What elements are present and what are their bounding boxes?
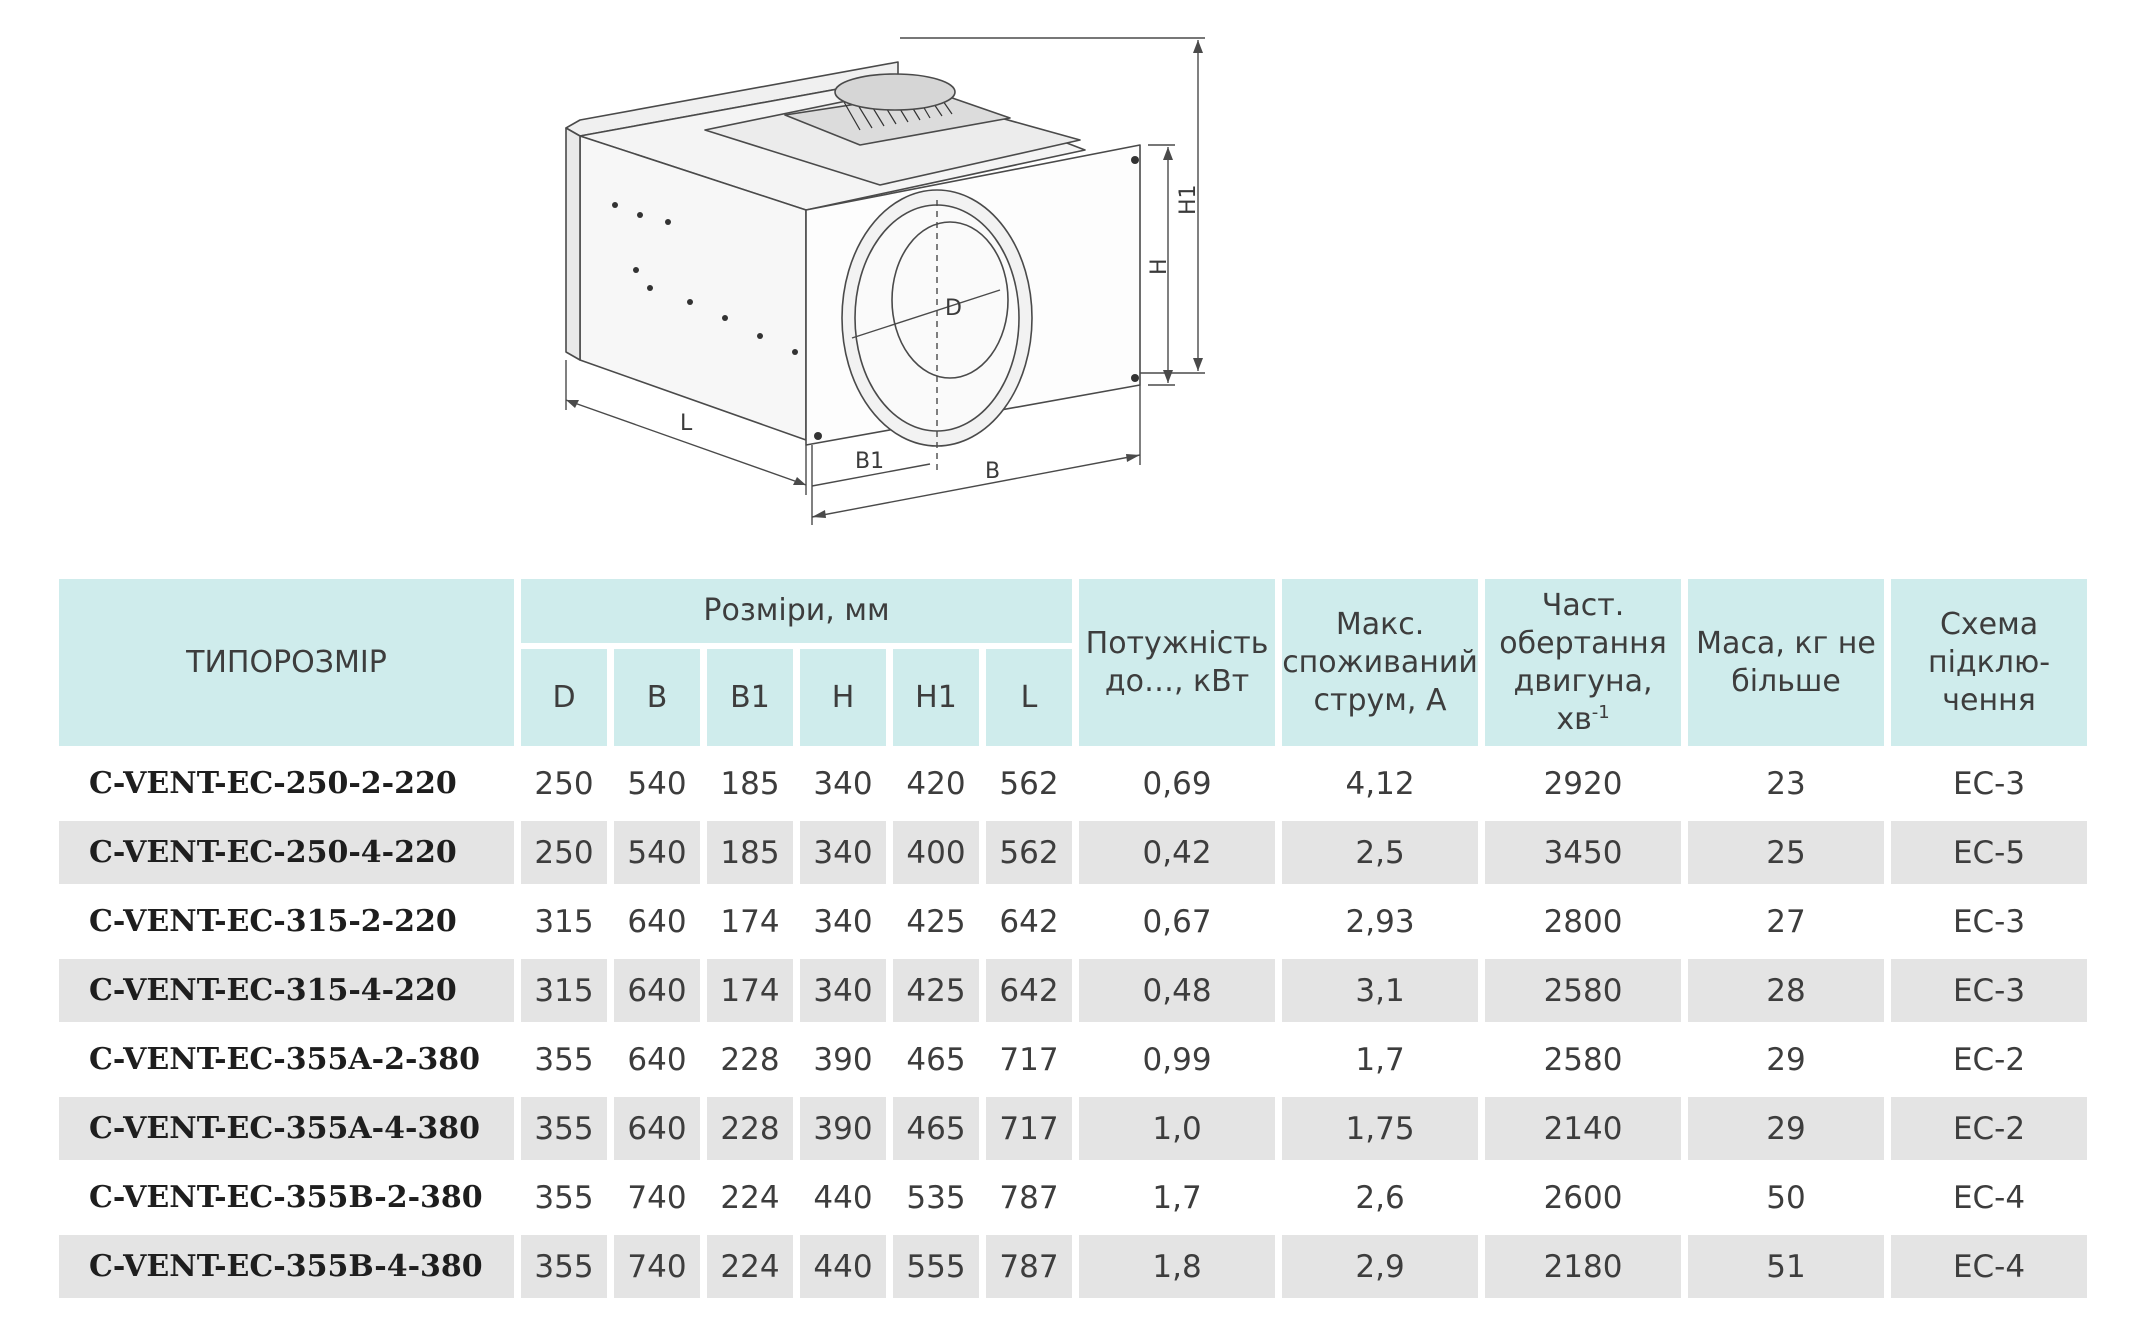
header-current: Макс. споживаний струм, А — [1282, 579, 1478, 746]
cell-h1: 535 — [906, 1179, 966, 1216]
cell-d: 250 — [521, 821, 607, 884]
cell-speed: 2180 — [1485, 1235, 1681, 1298]
cell-current: 1,75 — [1282, 1097, 1478, 1160]
header-L: L — [986, 649, 1072, 746]
cell-speed: 2920 — [1543, 765, 1623, 802]
cell-h: 340 — [800, 821, 886, 884]
cell-current: 4,12 — [1345, 765, 1415, 802]
cell-mass: 25 — [1688, 821, 1884, 884]
cell-h1: 555 — [893, 1235, 979, 1298]
header-power: Потужність до…, кВт — [1079, 579, 1275, 746]
cell-b1: 224 — [720, 1179, 780, 1216]
cell-d: 355 — [521, 1235, 607, 1298]
cell-model: C-VENT-EC-250-4-220 — [59, 821, 514, 884]
cell-scheme: EC-2 — [1952, 1041, 2026, 1078]
cell-scheme: EC-3 — [1952, 903, 2026, 940]
table-row — [59, 821, 2087, 884]
cell-h1: 400 — [893, 821, 979, 884]
cell-model: C-VENT-EC-315-4-220 — [59, 959, 514, 1022]
cell-model: C-VENT-EC-315-2-220 — [89, 904, 457, 939]
cell-h1: 425 — [906, 903, 966, 940]
specification-table — [52, 573, 2094, 1304]
cell-l: 642 — [999, 903, 1059, 940]
cell-scheme: EC-2 — [1891, 1097, 2087, 1160]
cell-b: 740 — [614, 1235, 700, 1298]
cell-model: C-VENT-EC-355B-2-380 — [89, 1180, 483, 1215]
cell-scheme: EC-5 — [1891, 821, 2087, 884]
cell-h: 440 — [800, 1235, 886, 1298]
label-B: B — [985, 459, 1001, 484]
header-model: ТИПОРОЗМІР — [59, 579, 514, 746]
cell-scheme: EC-3 — [1891, 959, 2087, 1022]
cell-h1: 420 — [906, 765, 966, 802]
label-B1: B1 — [855, 449, 885, 474]
cell-h: 440 — [813, 1179, 873, 1216]
cell-current: 1,7 — [1355, 1041, 1405, 1078]
cell-b1: 228 — [707, 1097, 793, 1160]
cell-h: 390 — [800, 1097, 886, 1160]
cell-speed: 2580 — [1543, 1041, 1623, 1078]
cell-current: 2,9 — [1282, 1235, 1478, 1298]
cell-b: 640 — [627, 1041, 687, 1078]
cell-l: 642 — [986, 959, 1072, 1022]
cell-d: 355 — [534, 1041, 594, 1078]
cell-h: 390 — [813, 1041, 873, 1078]
header-H: H — [800, 649, 886, 746]
cell-power: 1,7 — [1152, 1179, 1202, 1216]
cell-current: 2,5 — [1282, 821, 1478, 884]
cell-h: 340 — [800, 959, 886, 1022]
cell-power: 0,67 — [1142, 903, 1212, 940]
cell-h1: 465 — [893, 1097, 979, 1160]
table-body — [59, 752, 2087, 1298]
cell-h1: 425 — [893, 959, 979, 1022]
cell-b: 540 — [614, 821, 700, 884]
table-row — [59, 890, 2087, 953]
cell-scheme: EC-4 — [1952, 1179, 2026, 1216]
cell-l: 562 — [986, 821, 1072, 884]
cell-power: 1,0 — [1079, 1097, 1275, 1160]
cell-speed: 2140 — [1485, 1097, 1681, 1160]
cell-l: 562 — [999, 765, 1059, 802]
cell-b1: 185 — [707, 821, 793, 884]
cell-current: 2,6 — [1355, 1179, 1405, 1216]
table-row — [59, 1235, 2087, 1298]
cell-mass: 28 — [1688, 959, 1884, 1022]
cell-mass: 29 — [1688, 1097, 1884, 1160]
cell-model: C-VENT-EC-355A-2-380 — [89, 1042, 481, 1077]
label-L: L — [680, 411, 693, 436]
cell-power: 1,8 — [1079, 1235, 1275, 1298]
header-H1: H1 — [893, 649, 979, 746]
cell-mass: 29 — [1766, 1041, 1806, 1078]
cell-b1: 174 — [720, 903, 780, 940]
cell-speed: 2580 — [1485, 959, 1681, 1022]
cell-b1: 174 — [707, 959, 793, 1022]
cell-d: 355 — [534, 1179, 594, 1216]
cell-power: 0,69 — [1142, 765, 1212, 802]
cell-b1: 228 — [720, 1041, 780, 1078]
fan-dimension-drawing — [0, 0, 2137, 560]
cell-l: 787 — [999, 1179, 1059, 1216]
table-row — [59, 959, 2087, 1022]
cell-power: 0,48 — [1079, 959, 1275, 1022]
cell-mass: 23 — [1766, 765, 1806, 802]
cell-l: 717 — [999, 1041, 1059, 1078]
cell-b: 640 — [614, 959, 700, 1022]
cell-b: 640 — [627, 903, 687, 940]
cell-d: 250 — [534, 765, 594, 802]
cell-power: 0,42 — [1079, 821, 1275, 884]
label-D: D — [945, 296, 962, 321]
label-H: H — [1147, 258, 1172, 275]
cell-model: C-VENT-EC-355A-4-380 — [59, 1097, 514, 1160]
cell-h1: 465 — [906, 1041, 966, 1078]
cell-model: C-VENT-EC-355B-4-380 — [59, 1235, 514, 1298]
table-row — [59, 1166, 2087, 1229]
header-D: D — [521, 649, 607, 746]
table-row — [59, 1028, 2087, 1091]
cell-b: 540 — [627, 765, 687, 802]
cell-d: 315 — [521, 959, 607, 1022]
cell-b1: 224 — [707, 1235, 793, 1298]
cell-scheme: EC-4 — [1891, 1235, 2087, 1298]
cell-mass: 51 — [1688, 1235, 1884, 1298]
cell-h: 340 — [813, 903, 873, 940]
cell-power: 0,99 — [1142, 1041, 1212, 1078]
cell-b1: 185 — [720, 765, 780, 802]
duct-fan-illustration — [0, 0, 2137, 560]
cell-current: 2,93 — [1345, 903, 1415, 940]
table-row — [59, 752, 2087, 815]
cell-d: 355 — [521, 1097, 607, 1160]
cell-b: 640 — [614, 1097, 700, 1160]
cell-speed: 3450 — [1485, 821, 1681, 884]
header-B1: B1 — [707, 649, 793, 746]
cell-scheme: EC-3 — [1952, 765, 2026, 802]
cell-speed: 2600 — [1543, 1179, 1623, 1216]
cell-b: 740 — [627, 1179, 687, 1216]
cell-l: 787 — [986, 1235, 1072, 1298]
header-B: B — [614, 649, 700, 746]
cell-current: 3,1 — [1282, 959, 1478, 1022]
header-mass: Маса, кг не більше — [1688, 579, 1884, 746]
label-H1: H1 — [1176, 184, 1201, 215]
cell-model: C-VENT-EC-250-2-220 — [89, 766, 457, 801]
cell-h: 340 — [813, 765, 873, 802]
cell-speed: 2800 — [1543, 903, 1623, 940]
table-row — [59, 1097, 2087, 1160]
header-scheme: Схема підклю- чення — [1891, 579, 2087, 746]
cell-mass: 27 — [1766, 903, 1806, 940]
cell-d: 315 — [534, 903, 594, 940]
header-dimensions: Розміри, мм — [521, 579, 1072, 643]
cell-mass: 50 — [1766, 1179, 1806, 1216]
cell-l: 717 — [986, 1097, 1072, 1160]
header-speed: Част. обертання двигуна, $хв^{-1}$ — [1485, 579, 1681, 746]
